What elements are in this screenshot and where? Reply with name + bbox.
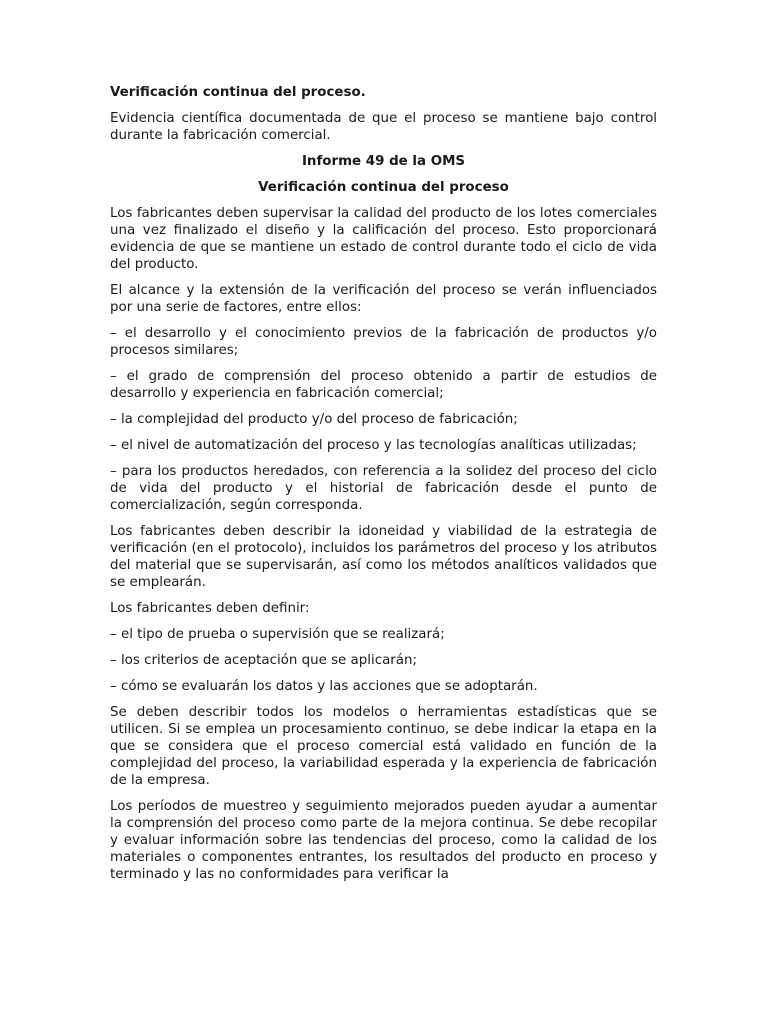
body-paragraph-truncated: Los períodos de muestreo y seguimiento mejorados pueden ayudar a aumentar la comprensión del proceso como parte de la mejora continua. Se debe recopilar y evaluar información sobre las tendencias del proceso, como la calidad de los materiales o componentes entrantes, los resultados del producto en proceso y terminado y las no conformidades para verificar la [110,799,657,882]
body-paragraph: Se deben describir todos los modelos o herramientas estadísticas que se utilicen. Si se emplea un procesamiento continuo, se debe indicar la etapa en la que se considera que el proceso comercial está validado en función de la complejidad del proceso, la variabilidad esperada y la experiencia de fabricación de la empresa. [110,705,657,788]
definition-item: – el tipo de prueba o supervisión que se realizará; [110,627,445,642]
definition-item: – cómo se evaluarán los datos y las acciones que se adoptarán. [110,679,538,694]
intro-paragraph: Evidencia científica documentada de que el proceso se mantiene bajo control durante la fabricación comercial. [110,111,657,143]
body-paragraph: El alcance y la extensión de la verificación del proceso se verán influenciados por una serie de factores, entre ellos: [110,283,657,315]
factor-item: – el grado de comprensión del proceso obtenido a partir de estudios de desarrollo y experiencia en fabricación comercial; [110,369,657,401]
definition-item: – los criterios de aceptación que se aplicarán; [110,653,417,668]
factor-item: – el nivel de automatización del proceso y las tecnologías analíticas utilizadas; [110,438,637,453]
body-paragraph: Los fabricantes deben supervisar la calidad del producto de los lotes comerciales una vez finalizado el diseño y la calificación del proceso. Esto proporcionará evidencia de que se mantiene un estado de control durante todo el ciclo de vida del producto. [110,206,657,272]
factor-item: – la complejidad del producto y/o del proceso de fabricación; [110,412,518,427]
body-paragraph: Los fabricantes deben describir la idoneidad y viabilidad de la estrategia de verificación (en el protocolo), incluidos los parámetros del proceso y los atributos del material que se supervisarán, así como los métodos analíticos validados que se emplearán. [110,524,657,590]
factor-item: – el desarrollo y el conocimiento previos de la fabricación de productos y/o procesos similares; [110,326,657,358]
section-heading: Verificación continua del proceso [258,180,509,195]
source-heading: Informe 49 de la OMS [301,154,466,169]
body-paragraph: Los fabricantes deben definir: [110,601,310,616]
document-title: Verificación continua del proceso. [110,85,366,100]
factor-item: – para los productos heredados, con referencia a la solidez del proceso del ciclo de vida del producto y el historial de fabricación desde el punto de comercialización, según corresponda. [110,464,657,513]
document-page [110,84,657,883]
